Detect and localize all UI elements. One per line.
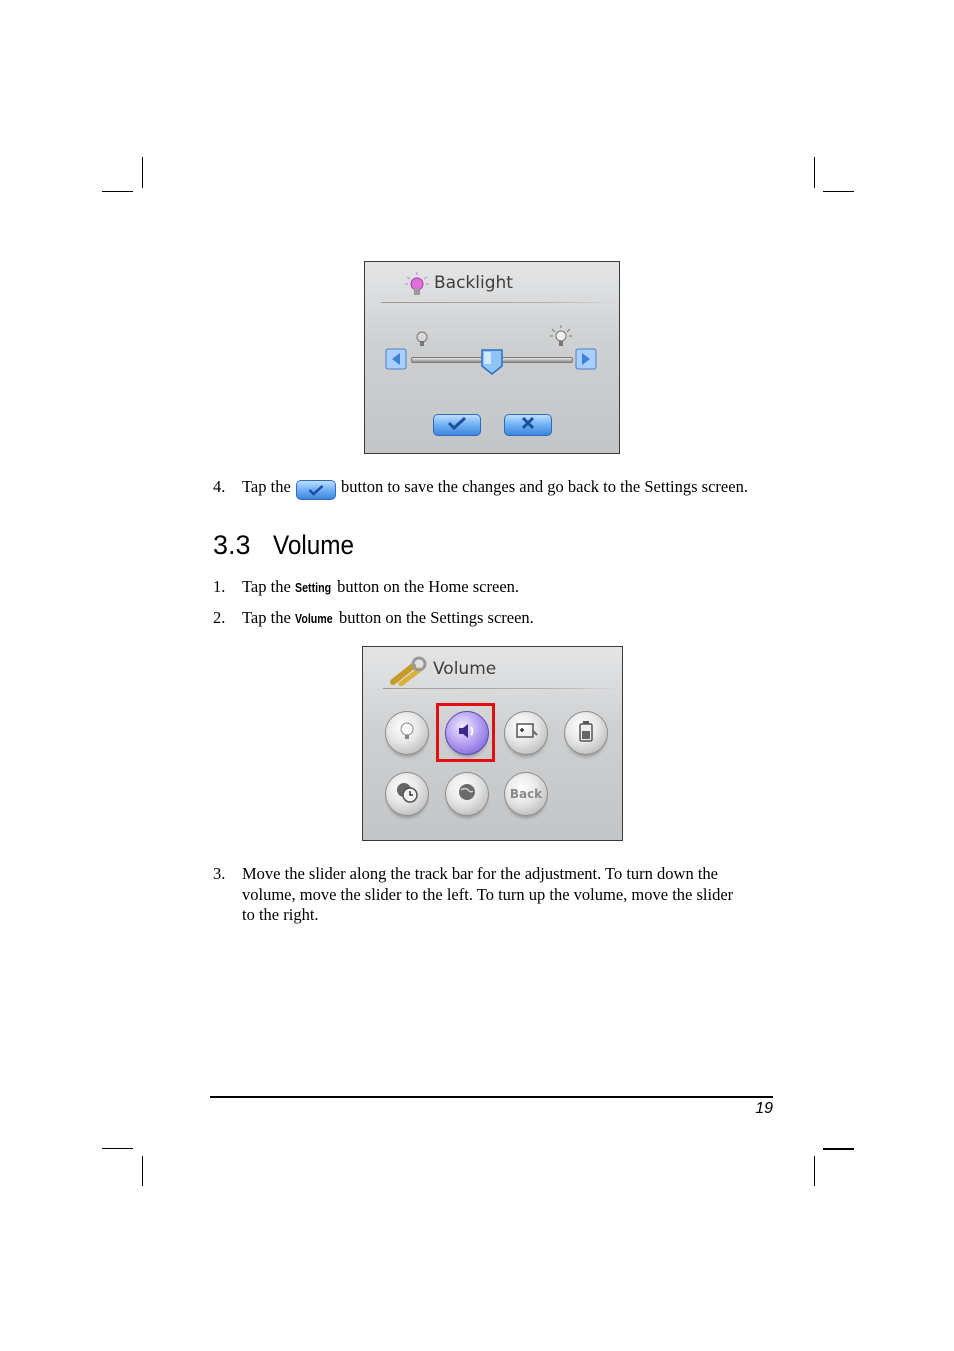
globe-icon <box>456 781 478 808</box>
step-number: 3. <box>213 864 226 883</box>
volume-button-name: Volume <box>294 611 333 626</box>
back-button[interactable] <box>504 772 548 816</box>
section-heading <box>213 528 363 562</box>
bright-bulb-icon <box>550 325 572 354</box>
dim-bulb-icon <box>415 330 429 353</box>
setting-button-name: Setting <box>294 580 332 595</box>
arrow-right-button[interactable] <box>575 348 597 375</box>
date-time-button[interactable] <box>385 772 429 816</box>
crop-mark <box>814 157 815 188</box>
step3-line: to the right. <box>242 905 319 924</box>
step1-text: Tap the Setting button on the Home screen. <box>242 577 520 596</box>
settings-screenshot <box>362 646 623 841</box>
volume-title: Volume <box>433 659 497 679</box>
page-number: 19 <box>755 1100 773 1117</box>
step2-text: Tap the Volume button on the Settings screen. <box>242 608 534 627</box>
crop-mark <box>823 1148 854 1150</box>
step-number: 4. <box>213 477 226 496</box>
ok-button[interactable] <box>433 414 481 436</box>
volume-button[interactable] <box>445 711 489 755</box>
slider-thumb[interactable] <box>480 348 504 381</box>
wrench-icon <box>389 656 431 691</box>
clock-icon <box>395 780 419 809</box>
lightbulb-icon <box>405 272 429 303</box>
title-divider <box>383 688 620 689</box>
close-icon <box>519 416 537 435</box>
calibration-icon <box>514 721 538 746</box>
crop-mark <box>814 1156 815 1186</box>
section-number: 3.3 <box>213 530 251 560</box>
lightbulb-icon <box>397 720 417 747</box>
inline-ok-button-icon <box>296 480 336 500</box>
backlight-screenshot <box>364 261 620 454</box>
backlight-title: Backlight <box>434 273 513 293</box>
step4-text: Tap the button to save the changes and go back to the Settings screen. <box>242 477 748 500</box>
step3-line: volume, move the slider to the left. To turn up the volume, move the slider <box>242 885 734 904</box>
crop-mark <box>102 1148 133 1149</box>
cancel-button[interactable] <box>504 414 552 436</box>
step-number: 2. <box>213 608 226 627</box>
language-button[interactable] <box>445 772 489 816</box>
battery-icon <box>578 720 594 747</box>
screen-calibration-button[interactable] <box>504 711 548 755</box>
footer-rule <box>210 1096 773 1098</box>
backlight-button[interactable] <box>385 711 429 755</box>
arrow-left-button[interactable] <box>385 348 407 375</box>
back-label: Back <box>509 787 543 801</box>
crop-mark <box>142 1156 143 1186</box>
step3-line: Move the slider along the track bar for the adjustment. To turn down the <box>242 864 719 883</box>
crop-mark <box>102 191 133 192</box>
crop-mark <box>142 157 143 188</box>
crop-mark <box>823 191 854 192</box>
speaker-icon <box>456 722 478 745</box>
step-number: 1. <box>213 577 226 596</box>
checkmark-icon <box>446 416 468 435</box>
power-button[interactable] <box>564 711 608 755</box>
section-title: Volume <box>273 530 355 560</box>
title-divider <box>381 302 617 303</box>
